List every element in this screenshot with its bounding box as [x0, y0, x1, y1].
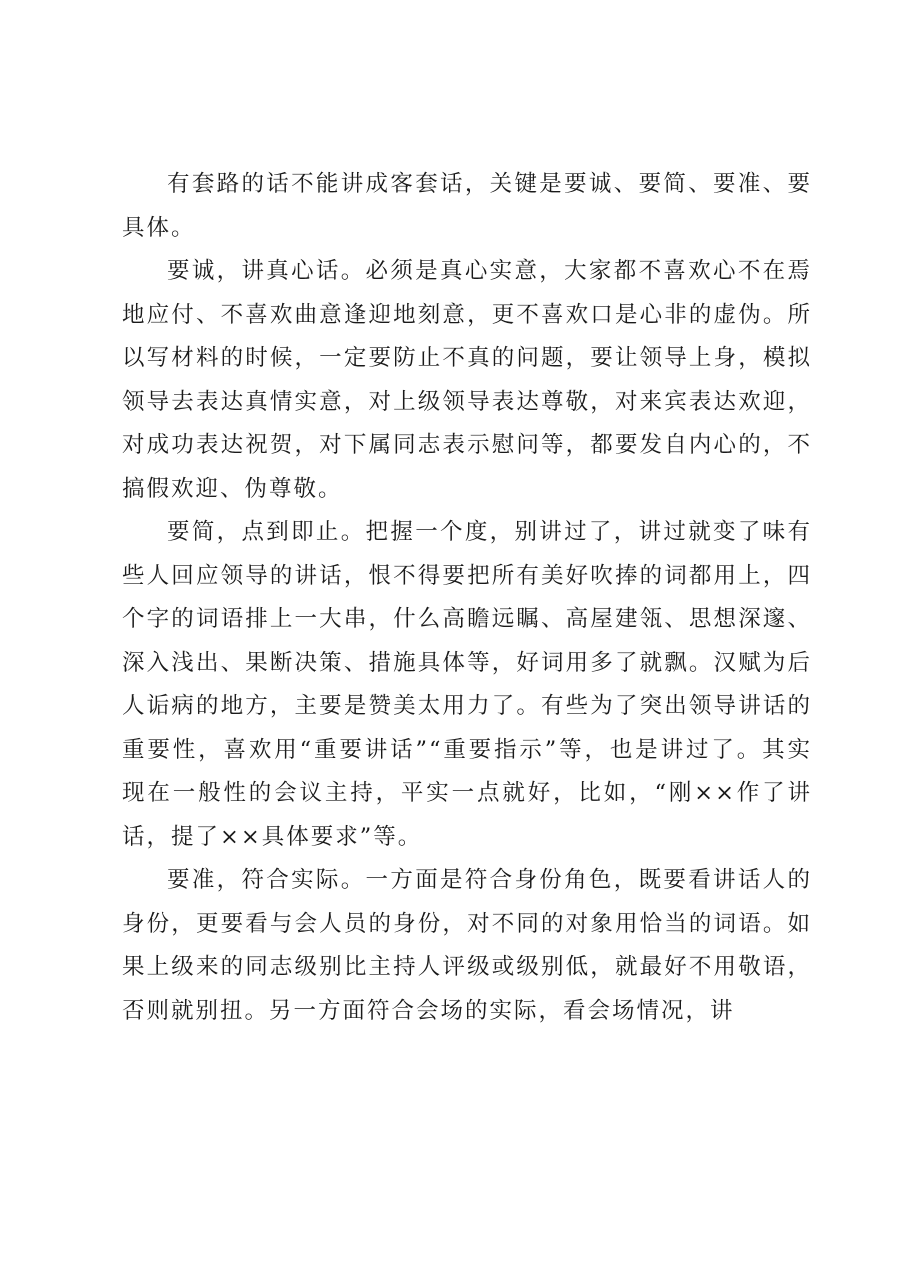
document-body: [122, 163, 812, 1033]
paragraph-accurate: 要准，符合实际。一方面是符合身份角色，既要看讲话人的身份，更要看与会人员的身份，对不同的对象用恰当的词语。如果上级来的同志级别比主持人评级或级别低，就最好不用敬语，否则就别扭。另一方面符合会场的实际，看会场情况，讲: [122, 867, 812, 1024]
paragraph-concise: 要简，点到即止。把握一个度，别讲过了，讲过就变了味有些人回应领导的讲话，恨不得要把所有美好吹捧的词都用上，四个字的词语排上一大串，什么高瞻远瞩、高屋建瓴、思想深邃、深入浅出、果断决策、措施具体等，好词用多了就飘。汉赋为后人诟病的地方，主要是赞美太用力了。有些为了突出领导讲话的重要性，喜欢用“重要讲话”“重要指示”等，也是讲过了。其实现在一般性的会议主持，平实一点就好，比如，“刚××作了讲话，提了××具体要求”等。: [122, 519, 812, 850]
paragraph-intro: 有套路的话不能讲成客套话，关键是要诚、要简、要准、要具体。: [122, 171, 812, 241]
paragraph-sincere: 要诚，讲真心话。必须是真心实意，大家都不喜欢心不在焉地应付、不喜欢曲意逢迎地刻意，更不喜欢口是心非的虚伪。所以写材料的时候，一定要防止不真的问题，要让领导上身，模拟领导去表达真情实意，对上级领导表达尊敬，对来宾表达欢迎，对成功表达祝贺，对下属同志表示慰问等，都要发自内心的，不搞假欢迎、伪尊敬。: [122, 258, 812, 502]
